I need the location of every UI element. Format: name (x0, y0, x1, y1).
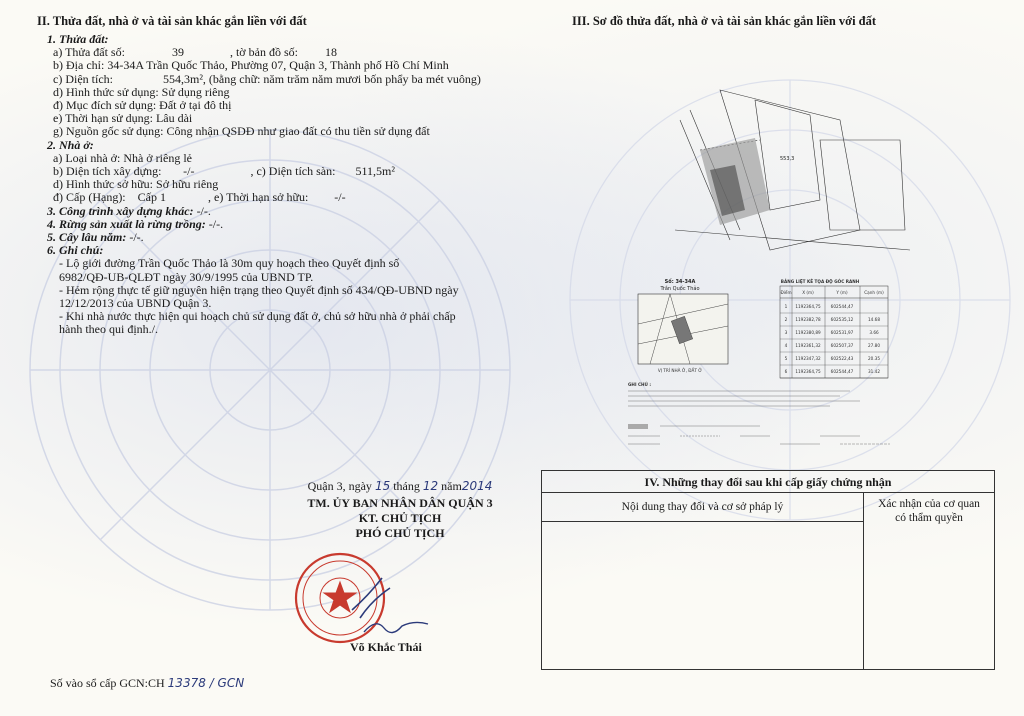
coords-header-point: Điểm (780, 290, 792, 295)
house-type-line: a) Loại nhà ở: Nhà ở riêng lẻ (53, 150, 192, 165)
month-label: tháng (393, 479, 420, 493)
built-area-label: b) Diện tích xây dựng: (53, 164, 162, 179)
section2-title: II. Thửa đất, nhà ở và tài sản khác gắn liền với đất (37, 14, 307, 28)
notes-heading: 6. Ghi chú: (47, 243, 104, 258)
coords-title: BẢNG LIỆT KÊ TỌA ĐỘ GÓC RANH (780, 279, 860, 284)
floor-area-value: 511,5m² (355, 164, 395, 179)
changes-content-column (542, 493, 864, 669)
perennial-label: 5. Cây lâu năm: (47, 230, 127, 245)
issue-month: 12 (422, 479, 439, 493)
area-value: 554,3m², (bằng chữ: năm trăm năm mươi bốn phẩy ba mét vuông) (162, 71, 481, 86)
issue-day: 15 (374, 479, 391, 493)
land-heading: 1. Thửa đất: (47, 32, 109, 46)
use-term-line: e) Thời hạn sử dụng: Lâu dài (53, 111, 193, 126)
section-land-house-info (37, 14, 513, 337)
registry-label: Số vào sổ cấp GCN:CH (50, 676, 165, 690)
coords-cell: 1192364,75 (795, 369, 821, 374)
area-line (53, 73, 513, 86)
changes-confirm-column (864, 493, 994, 669)
coords-cell: 27.80 (868, 343, 880, 348)
coords-header-edge: Cạnh (m) (864, 290, 884, 295)
floor-area-label: , c) Diện tích sàn: (250, 164, 336, 179)
parcel-label: a) Thửa đất số: (53, 45, 125, 60)
coords-cell: 602507,37 (830, 343, 854, 348)
use-purpose-line: đ) Mục đích sử dụng: Đất ở tại đô thị (53, 98, 232, 113)
location-number: Số: 34-34A (664, 279, 696, 285)
building-hatch (700, 138, 770, 225)
address-line: b) Địa chỉ: 34-34A Trần Quốc Thảo, Phường 07, Quận 3, Thành phố Hồ Chí Minh (53, 58, 449, 73)
legend-title: GHI CHÚ : (628, 382, 652, 387)
coords-cell: 1192347,32 (795, 356, 821, 361)
grade-value: Cấp 1 (137, 190, 166, 205)
changes-content-header: Nội dung thay đổi và cơ sở pháp lý (621, 501, 784, 513)
signer-name: Võ Khắc Thái (350, 640, 422, 654)
changes-table (541, 470, 995, 670)
note-line: 12/12/2013 của UBND Quận 3. (59, 296, 212, 311)
coords-cell: 602535,12 (830, 317, 854, 322)
location-caption: VỊ TRÍ NHÀ Ở, ĐẤT Ở (657, 368, 703, 373)
coords-cell: 1192382,78 (795, 317, 821, 322)
signature-block (280, 479, 520, 541)
forest-value: -/-. (208, 216, 224, 231)
issue-date (280, 479, 520, 494)
coords-cell: 602544,47 (830, 304, 854, 309)
section3-title: III. Sơ đồ thửa đất, nhà ở và tài sản khác gắn liền với đất (572, 14, 877, 28)
role-line-2: PHÓ CHỦ TỊCH (355, 526, 445, 540)
parcel-number: 39 (171, 45, 184, 60)
year-label: năm (441, 479, 462, 493)
coords-cell: 6 (784, 369, 788, 374)
location-street: Trần Quốc Thảo (660, 286, 700, 292)
built-area-value: -/- (183, 164, 195, 179)
map-label: , tờ bản đồ số: (229, 45, 298, 60)
construction-value: -/-. (196, 203, 211, 218)
registry-number: 13378 / GCN (167, 676, 245, 690)
section4-title: IV. Những thay đổi sau khi cấp giấy chứng nhận (542, 471, 994, 493)
note-line: - Khi nhà nước thực hiện qui hoạch chủ sử dụng đất ở, chủ sở hữu nhà ở phải chấp (59, 309, 456, 324)
coords-cell: 1192380,89 (795, 330, 821, 335)
changes-confirm-header-2: có thẩm quyền (895, 512, 963, 524)
issue-year: 2014 (461, 479, 493, 493)
coords-cell: 602522,43 (830, 356, 854, 361)
coords-cell: 20.35 (868, 356, 880, 361)
note-line: 6982/QĐ-UB-QLĐT ngày 30/9/1995 của UBND TP. (59, 269, 314, 284)
ownership-line: d) Hình thức sở hữu: Sở hữu riêng (53, 177, 219, 192)
map-number: 18 (324, 45, 337, 60)
note-line: - Lộ giới đường Trần Quốc Thảo là 30m quy hoạch theo Quyết định số (59, 256, 400, 271)
registry-line (50, 676, 244, 691)
coords-cell: 1192364,75 (795, 304, 821, 309)
grade-label: đ) Cấp (Hạng): (53, 190, 126, 205)
coords-cell: 1192361,32 (795, 343, 821, 348)
forest-label: 4. Rừng sản xuất là rừng trồng: (47, 216, 206, 231)
coords-cell: 602531,97 (830, 330, 854, 335)
coords-cell: 3.66 (869, 330, 879, 335)
location-map-and-coordinates (620, 274, 910, 474)
site-plan-drawing (660, 80, 920, 260)
issuing-org: TM. ỦY BAN NHÂN DÂN QUẬN 3 (307, 496, 493, 510)
coords-table (780, 286, 888, 378)
coords-cell: 31.42 (868, 369, 880, 374)
coords-cell: 2 (784, 317, 788, 322)
plan-area-label: 553,3 (780, 156, 795, 162)
house-heading: 2. Nhà ở: (47, 137, 94, 152)
coords-cell: 3 (784, 330, 788, 335)
note-line: - Hẻm rộng thực tế giữ nguyên hiện trạng theo Quyết định số 434/QĐ-UBND ngày (59, 282, 459, 297)
coords-cell: 4 (784, 343, 788, 348)
coords-cell: 14.68 (868, 317, 880, 322)
perennial-value: -/-. (129, 230, 144, 245)
area-label: c) Diện tích: (53, 71, 113, 86)
perennial-line (47, 231, 513, 244)
use-form-line: d) Hình thức sử dụng: Sử dụng riêng (53, 84, 230, 99)
changes-confirm-header-1: Xác nhận của cơ quan (878, 498, 980, 510)
coords-header-y: Y (m) (836, 290, 848, 295)
handwritten-signature (362, 616, 432, 638)
coords-cell: 5 (784, 356, 788, 361)
origin-line: g) Nguồn gốc sử dụng: Công nhận QSDĐ như giao đất có thu tiền sử dụng đất (53, 124, 430, 139)
coords-header-x: X (m) (802, 290, 814, 295)
date-prefix: Quận 3, ngày (307, 479, 372, 493)
note-line: hành theo qui định./. (59, 322, 158, 337)
term-value: -/- (334, 190, 346, 205)
role-line-1: KT. CHỦ TỊCH (358, 511, 442, 525)
construction-label: 3. Công trình xây dựng khác: (47, 203, 194, 218)
term-label: , e) Thời hạn sở hữu: (208, 190, 309, 205)
coords-cell: 1 (784, 304, 788, 309)
coords-cell: 602544,47 (830, 369, 854, 374)
